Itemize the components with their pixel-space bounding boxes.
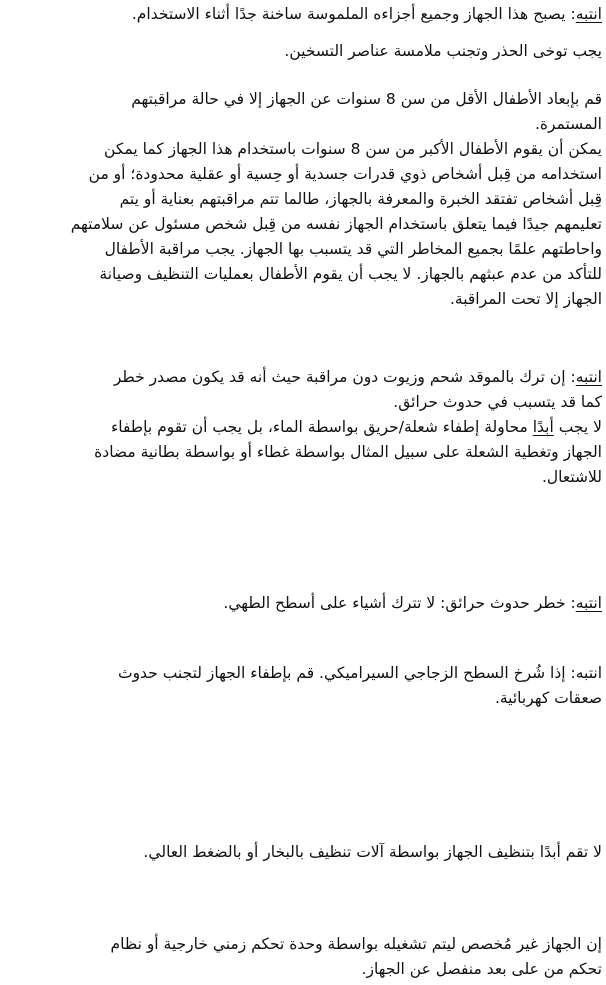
warning-line: للاشتعال. (541, 468, 602, 486)
paragraph-line: يمكن أن يقوم الأطفال الأكبر من سن 8 سنوات باستخدام هذا الجهاز كما يمكن (104, 140, 602, 158)
warning-line: الجهاز وتغطية الشعلة على سبيل المثال بواسطة غطاء أو بواسطة بطانية مضادة (94, 443, 602, 461)
warning-avoid-heating-elements (6, 39, 602, 64)
paragraph-line: واحاطتهم علمًا بجميع المخاطر التي قد يتسبب بها الجهاز. يجب مراقبة الأطفال (104, 240, 602, 258)
warning-text: : خطر حدوث حرائق: لا تترك أشياء على أسطح الطهي. (223, 594, 576, 612)
emphasis-never: أبدًا (532, 418, 554, 436)
warning-text: : إن ترك بالموقد شحم وزيوت دون مراقبة حيث أنه قد يكون مصدر خطر (113, 368, 576, 386)
warning-fire-risk (6, 591, 602, 616)
paragraph-line: المستمرة. (534, 115, 602, 133)
warning-text: لا يجب (553, 418, 602, 436)
warning-line (6, 591, 602, 616)
children-safety-paragraph (6, 87, 602, 312)
warning-hot-surfaces (6, 2, 602, 27)
paragraph-line: قم بإبعاد الأطفال الأقل من سن 8 سنوات عن الجهاز إلا في حالة مراقبتهم (131, 90, 602, 108)
warning-text: محاولة إطفاء شعلة/حريق بواسطة الماء، بل يجب أن تقوم بإطفاء (110, 418, 533, 436)
warning-line (6, 415, 602, 440)
warning-line: كما قد يتسبب في حدوث حرائق. (393, 393, 602, 411)
warning-line: انتبه: إذا شُرخ السطح الزجاجي السيراميكي. قم بإطفاء الجهاز لتجنب حدوث (117, 664, 602, 682)
paragraph-line: تعليمهم جيدًا فيما يتعلق باستخدام الجهاز نفسه من قِبل شخص مسئول عن سلامتهم (70, 215, 602, 233)
warning-steam-cleaner (6, 840, 602, 865)
warning-line: لا تقم أبدًا بتنظيف الجهاز بواسطة آلات تنظيف بالبخار أو بالضغط العالي. (143, 843, 602, 861)
warning-grease-fire (6, 365, 602, 490)
warning-label: انتبه (575, 5, 602, 23)
warning-line: تحكم من على بعد منفصل عن الجهاز. (361, 960, 602, 978)
paragraph-line: الجهاز إلا تحت المراقبة. (449, 290, 602, 308)
warning-line: يجب توخى الحذر وتجنب ملامسة عناصر التسخين. (284, 42, 602, 60)
warning-line: إن الجهاز غير مُخصص ليتم تشغيله بواسطة وحدة تحكم زمني خارجية أو نظام (110, 935, 602, 953)
warning-external-timer (6, 932, 602, 982)
warning-line (6, 365, 602, 390)
warning-label: انتبه (575, 368, 602, 386)
paragraph-line: للتأكد من عدم عبثهم بالجهاز. لا يجب أن يقوم الأطفال بعمليات التنظيف وصيانة (99, 265, 602, 283)
warning-label: انتبه (575, 594, 602, 612)
warning-line: صعقات كهربائية. (494, 689, 602, 707)
paragraph-line: قِبل أشخاص تفتقد الخبرة والمعرفة بالجهاز، طالما تتم مراقبتهم بعناية أو يتم (119, 190, 602, 208)
paragraph-line: استخدامه من قِبل أشخاص ذوي قدرات جسدية أو حِسية أو عقلية محدودة؛ أو من (88, 165, 602, 183)
warning-cracked-glass (6, 661, 602, 711)
warning-text: : يصبح هذا الجهاز وجميع أجزاءه الملموسة ساخنة جدًا أثناء الاستخدام. (131, 5, 576, 23)
warning-line (6, 2, 602, 27)
